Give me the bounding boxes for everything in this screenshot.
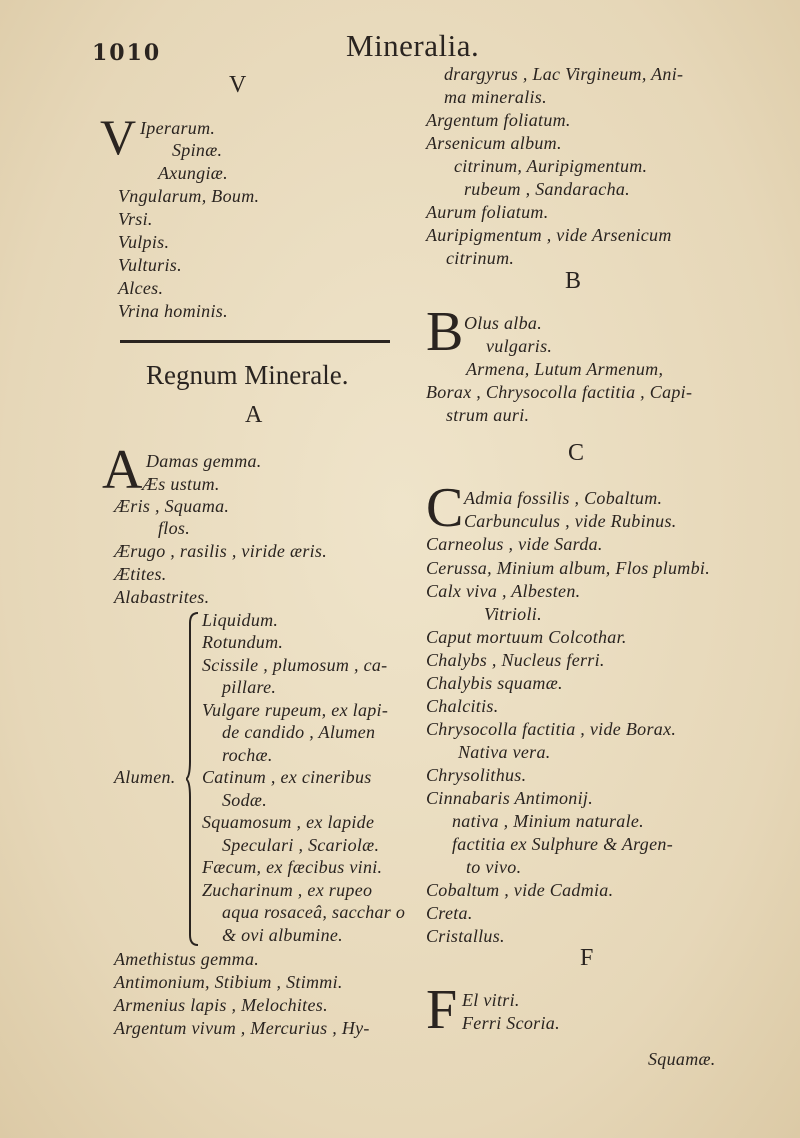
entry-c-vitrioli: Vitrioli. — [484, 604, 542, 624]
entry-argentum-foliatum: Argentum foliatum. — [426, 110, 571, 130]
entry-a-aes: Æs ustum. — [142, 474, 220, 494]
entry-b-armena: Armena, Lutum Armenum, — [466, 359, 664, 379]
entry-c-cinnabaris: Cinnabaris Antimonij. — [426, 788, 593, 808]
entry-alumen-capillare: pillare. — [222, 677, 277, 697]
entry-a-alabastrites: Alabastrites. — [114, 587, 210, 607]
entry-alumen-ovi: & ovi albumine. — [222, 925, 343, 945]
entry-a-aerugo: Ærugo , rasilis , viride æris. — [114, 541, 328, 561]
entry-arsenicum-rubeum: rubeum , Sandaracha. — [464, 179, 630, 199]
entry-c-cadmia: Admia fossilis , Cobaltum. — [464, 488, 663, 508]
drop-cap-v: V — [100, 109, 137, 165]
entry-alumen-label: Alumen. — [114, 767, 176, 787]
entry-b-borax: Borax , Chrysocolla factitia , Capi- — [426, 382, 693, 402]
entry-c-nativa-vera: Nativa vera. — [458, 742, 551, 762]
drop-cap-f: F — [426, 979, 458, 1041]
entry-f-el-vitri: El vitri. — [462, 990, 520, 1010]
drop-cap-b: B — [426, 301, 464, 363]
section-letter-v: V — [229, 72, 247, 98]
entry-a-damas: Damas gemma. — [146, 451, 262, 471]
entry-c-caput-mortuum: Caput mortuum Colcothar. — [426, 627, 627, 647]
entry-c-factitia: factitia ex Sulphure & Argen- — [452, 834, 673, 854]
entry-alumen-rotundum: Rotundum. — [202, 632, 284, 652]
entry-v-vulturis: Vulturis. — [118, 255, 182, 275]
page-number: 1010 — [92, 40, 162, 66]
section-letter-a: A — [245, 402, 263, 428]
entry-v-urina: Vrina hominis. — [118, 301, 228, 321]
entry-ma-mineralis: ma mineralis. — [444, 87, 547, 107]
entry-v-vulpis: Vulpis. — [118, 232, 170, 252]
entry-c-chrysocolla: Chrysocolla factitia , vide Borax. — [426, 719, 677, 739]
entry-alumen-speculari: Speculari , Scariolæ. — [222, 835, 380, 855]
alumen-brace — [186, 611, 200, 947]
entry-b-olus-alba: Olus alba. — [464, 313, 543, 333]
catchword: Squamæ. — [648, 1049, 716, 1069]
entry-alumen-liquidum: Liquidum. — [202, 610, 279, 630]
entry-c-chalcitis: Chalcitis. — [426, 696, 499, 716]
entry-armenius: Armenius lapis , Melochites. — [114, 995, 328, 1015]
entry-b-strum-auri: strum auri. — [446, 405, 530, 425]
section-letter-f: F — [580, 945, 594, 971]
entry-v-ursi: Vrsi. — [118, 209, 153, 229]
entry-c-creta: Creta. — [426, 903, 473, 923]
entry-auripigmentum: Auripigmentum , vide Arsenicum — [426, 225, 672, 245]
entry-f-ferri-scoria: Ferri Scoria. — [462, 1013, 560, 1033]
entry-c-cerussa: Cerussa, Minium album, Flos plumbi. — [426, 558, 711, 578]
entry-alumen-catinum: Catinum , ex cineribus — [202, 767, 372, 787]
entry-c-chalybis-squamae: Chalybis squamæ. — [426, 673, 563, 693]
entry-c-carbunculus: Carbunculus , vide Rubinus. — [464, 511, 677, 531]
entry-alumen-faecum: Fæcum, ex fæcibus vini. — [202, 857, 383, 877]
entry-alumen-candido: de candido , Alumen — [222, 722, 376, 742]
entry-b-vulgaris: vulgaris. — [486, 336, 553, 356]
entry-a-aeris: Æris , Squama. — [114, 496, 230, 516]
drop-cap-c: C — [426, 477, 464, 539]
drop-cap-a: A — [102, 439, 143, 501]
entry-aurum-foliatum: Aurum foliatum. — [426, 202, 549, 222]
entry-alumen-vulgare: Vulgare rupeum, ex lapi- — [202, 700, 389, 720]
entry-alumen-squamosum: Squamosum , ex lapide — [202, 812, 375, 832]
entry-c-nativa: nativa , Minium naturale. — [452, 811, 644, 831]
entry-c-to-vivo: to vivo. — [466, 857, 522, 877]
entry-c-cristallus: Cristallus. — [426, 926, 505, 946]
entry-citrinum: citrinum. — [446, 248, 515, 268]
entry-alumen-scissile: Scissile , plumosum , ca- — [202, 655, 388, 675]
entry-arsenicum-album: Arsenicum album. — [426, 133, 562, 153]
section-letter-c: C — [568, 440, 585, 466]
entry-a-aetites: Ætites. — [114, 564, 167, 584]
running-title: Mineralia. — [346, 28, 480, 63]
entry-a-flos: flos. — [158, 518, 191, 538]
entry-drargyrus: drargyrus , Lac Virgineum, Ani- — [444, 64, 684, 84]
entry-c-cobaltum: Cobaltum , vide Cadmia. — [426, 880, 614, 900]
section-divider — [120, 340, 390, 343]
entry-c-chalybs: Chalybs , Nucleus ferri. — [426, 650, 605, 670]
entry-v-spinae: Spinæ. — [172, 140, 223, 160]
entry-arsenicum-citrinum: citrinum, Auripigmentum. — [454, 156, 648, 176]
entry-alumen-zucharinum: Zucharinum , ex rupeo — [202, 880, 373, 900]
entry-argentum-vivum: Argentum vivum , Mercurius , Hy- — [114, 1018, 370, 1038]
entry-amethistus: Amethistus gemma. — [114, 949, 260, 969]
entry-antimonium: Antimonium, Stibium , Stimmi. — [114, 972, 343, 992]
entry-c-chrysolithus: Chrysolithus. — [426, 765, 527, 785]
entry-c-carneolus: Carneolus , vide Sarda. — [426, 534, 603, 554]
entry-alumen-rochae: rochæ. — [222, 745, 273, 765]
entry-c-calx-viva: Calx viva , Albesten. — [426, 581, 581, 601]
entry-v-axungiae: Axungiæ. — [158, 163, 228, 183]
entry-v-ungularum: Vngularum, Boum. — [118, 186, 260, 206]
entry-v-iperarum: Iperarum. — [140, 118, 216, 138]
section-heading-regnum: Regnum Minerale. — [146, 360, 349, 390]
entry-alumen-aqua: aqua rosaceâ, sacchar o — [222, 902, 406, 922]
entry-alumen-sodae: Sodæ. — [222, 790, 268, 810]
entry-v-alces: Alces. — [118, 278, 164, 298]
section-letter-b: B — [565, 268, 582, 294]
